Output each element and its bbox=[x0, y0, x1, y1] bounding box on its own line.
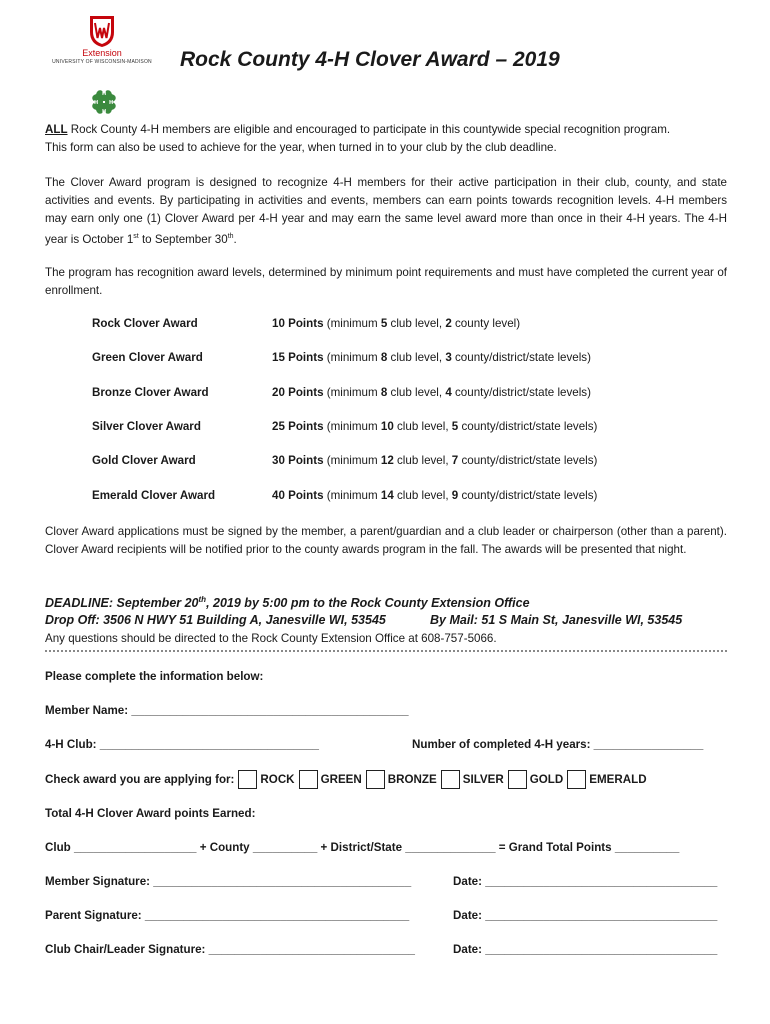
mail-address: By Mail: 51 S Main St, Janesville WI, 53545 bbox=[430, 613, 683, 627]
intro-line1: Rock County 4-H members are eligible and encouraged to participate in this countywide special recognition program. bbox=[67, 123, 671, 136]
intro-line2: This form can also be used to achieve for the year, when turned in to your club by the club deadline. bbox=[45, 141, 557, 154]
member-signature-field[interactable]: Member Signature: ________________________________________ bbox=[45, 875, 412, 888]
award-county: 3 bbox=[445, 351, 452, 364]
gold-label: GOLD bbox=[529, 773, 564, 786]
gold-checkbox[interactable] bbox=[508, 770, 527, 789]
award-club: 5 bbox=[380, 317, 388, 330]
bronze-label: BRONZE bbox=[387, 773, 437, 786]
award-checkbox-row bbox=[45, 770, 647, 789]
deadline-text: DEADLINE: September 20 bbox=[45, 596, 199, 611]
program-mid: to September 30 bbox=[138, 232, 228, 246]
award-name: Bronze Clover Award bbox=[92, 386, 209, 399]
signing-paragraph: Clover Award applications must be signed by the member, a parent/guardian and a club leader or chairperson (other than a parent). Clover Award recipients will be notified prior to the county awards program in the fall. The awards will be presented that night. bbox=[45, 525, 727, 556]
check-label: Check award you are applying for: bbox=[45, 773, 235, 786]
award-p2: club level, bbox=[393, 489, 452, 502]
award-p2: club level, bbox=[393, 454, 452, 467]
award-requirement bbox=[272, 489, 597, 502]
intro-paragraph bbox=[45, 121, 727, 157]
award-p1: (minimum bbox=[323, 386, 381, 399]
award-points: 15 Points bbox=[272, 351, 324, 364]
award-p3: county/district/state levels) bbox=[458, 454, 598, 467]
leader-date-field[interactable]: Date: ____________________________________ bbox=[453, 943, 718, 956]
parent-signature-field[interactable]: Parent Signature: _________________________________________ bbox=[45, 909, 410, 922]
award-p2: club level, bbox=[387, 317, 446, 330]
points-breakdown-field[interactable]: Club ___________________ + County __________ + District/State ______________ = Grand Total Points __________ bbox=[45, 841, 680, 854]
dotted-divider bbox=[45, 650, 727, 652]
award-points: 10 Points bbox=[272, 317, 324, 330]
award-points: 25 Points bbox=[272, 420, 324, 433]
award-p1: (minimum bbox=[323, 454, 381, 467]
award-requirement bbox=[272, 386, 591, 399]
award-club: 10 bbox=[380, 420, 394, 433]
program-text: The Clover Award program is designed to recognize 4-H members for their active participation in their club, county, and state activities and events. By participating in activities and events, members can earn points towards recognition levels. 4-H members may earn only one (1) Clover Award per 4-H year and may earn the same level award more than once in their 4-H years. The 4-H year is October 1 bbox=[45, 176, 727, 246]
award-county: 5 bbox=[451, 420, 459, 433]
award-requirement bbox=[272, 351, 591, 364]
svg-text:H: H bbox=[102, 109, 107, 115]
award-name: Rock Clover Award bbox=[92, 317, 198, 330]
program-sup2: th bbox=[227, 233, 234, 240]
program-paragraph bbox=[45, 174, 727, 249]
award-club: 12 bbox=[380, 454, 394, 467]
logo-name: Extension bbox=[82, 48, 122, 58]
emerald-label: EMERALD bbox=[589, 773, 647, 786]
award-club: 8 bbox=[380, 386, 388, 399]
award-county: 4 bbox=[445, 386, 452, 399]
parent-date-field[interactable]: Date: ____________________________________ bbox=[453, 909, 718, 922]
award-name: Silver Clover Award bbox=[92, 420, 201, 433]
rock-label: ROCK bbox=[260, 773, 295, 786]
svg-text:H: H bbox=[102, 91, 107, 97]
award-club: 8 bbox=[380, 351, 388, 364]
dropoff-address: Drop Off: 3506 N HWY 51 Building A, Janesville WI, 53545 bbox=[45, 613, 386, 627]
svg-text:H: H bbox=[94, 100, 99, 106]
award-county: 7 bbox=[451, 454, 459, 467]
svg-text:H: H bbox=[109, 100, 114, 106]
logo-subtitle: UNIVERSITY OF WISCONSIN-MADISON bbox=[52, 59, 152, 65]
award-name: Emerald Clover Award bbox=[92, 489, 216, 502]
award-p1: (minimum bbox=[323, 420, 381, 433]
award-p1: (minimum bbox=[323, 317, 381, 330]
award-county: 2 bbox=[445, 317, 452, 330]
award-requirement bbox=[272, 317, 520, 330]
award-p1: (minimum bbox=[323, 489, 381, 502]
award-requirement bbox=[272, 454, 597, 467]
program-end: . bbox=[233, 232, 237, 246]
award-p3: county/district/state levels) bbox=[451, 351, 591, 364]
bronze-checkbox[interactable] bbox=[366, 770, 385, 789]
award-p2: club level, bbox=[387, 386, 446, 399]
award-p2: club level, bbox=[387, 351, 446, 364]
award-p1: (minimum bbox=[323, 351, 381, 364]
silver-label: SILVER bbox=[462, 773, 504, 786]
award-points: 20 Points bbox=[272, 386, 324, 399]
4h-clover-icon bbox=[88, 86, 120, 118]
club-field[interactable]: 4-H Club: __________________________________ bbox=[45, 738, 319, 751]
award-p3: county level) bbox=[451, 317, 521, 330]
questions-line: Any questions should be directed to the Rock County Extension Office at 608-757-5066. bbox=[45, 632, 497, 645]
award-p3: county/district/state levels) bbox=[458, 420, 598, 433]
award-name: Gold Clover Award bbox=[92, 454, 196, 467]
rock-checkbox[interactable] bbox=[238, 770, 257, 789]
award-county: 9 bbox=[451, 489, 459, 502]
form-heading: Please complete the information below: bbox=[45, 670, 264, 683]
emerald-checkbox[interactable] bbox=[567, 770, 586, 789]
extension-logo bbox=[50, 14, 154, 72]
deadline-sup: th bbox=[198, 595, 207, 604]
deadline-office: , 2019 by 5:00 pm to the Rock County Extension Office bbox=[206, 596, 530, 611]
award-p3: county/district/state levels) bbox=[451, 386, 591, 399]
leader-signature-field[interactable]: Club Chair/Leader Signature: ________________________________ bbox=[45, 943, 415, 956]
years-field[interactable]: Number of completed 4-H years: _________________ bbox=[412, 738, 704, 751]
total-points-label: Total 4-H Clover Award points Earned: bbox=[45, 807, 256, 820]
award-points: 30 Points bbox=[272, 454, 324, 467]
green-label: GREEN bbox=[320, 773, 362, 786]
member-date-field[interactable]: Date: ____________________________________ bbox=[453, 875, 718, 888]
award-p2: club level, bbox=[393, 420, 452, 433]
member-name-field[interactable]: Member Name: ___________________________________________ bbox=[45, 704, 409, 717]
award-p3: county/district/state levels) bbox=[458, 489, 598, 502]
program-sup1: st bbox=[133, 233, 139, 240]
deadline-line bbox=[45, 595, 530, 610]
award-requirement bbox=[272, 420, 597, 433]
green-checkbox[interactable] bbox=[299, 770, 318, 789]
intro-lead: ALL bbox=[45, 123, 68, 136]
levels-intro: The program has recognition award levels, determined by minimum point requirements and must have completed the current year of enrollment. bbox=[45, 266, 727, 297]
award-club: 14 bbox=[380, 489, 394, 502]
award-points: 40 Points bbox=[272, 489, 324, 502]
silver-checkbox[interactable] bbox=[441, 770, 460, 789]
award-name: Green Clover Award bbox=[92, 351, 203, 364]
page-title: Rock County 4-H Clover Award – 2019 bbox=[180, 48, 560, 71]
uw-crest-icon bbox=[50, 14, 154, 48]
